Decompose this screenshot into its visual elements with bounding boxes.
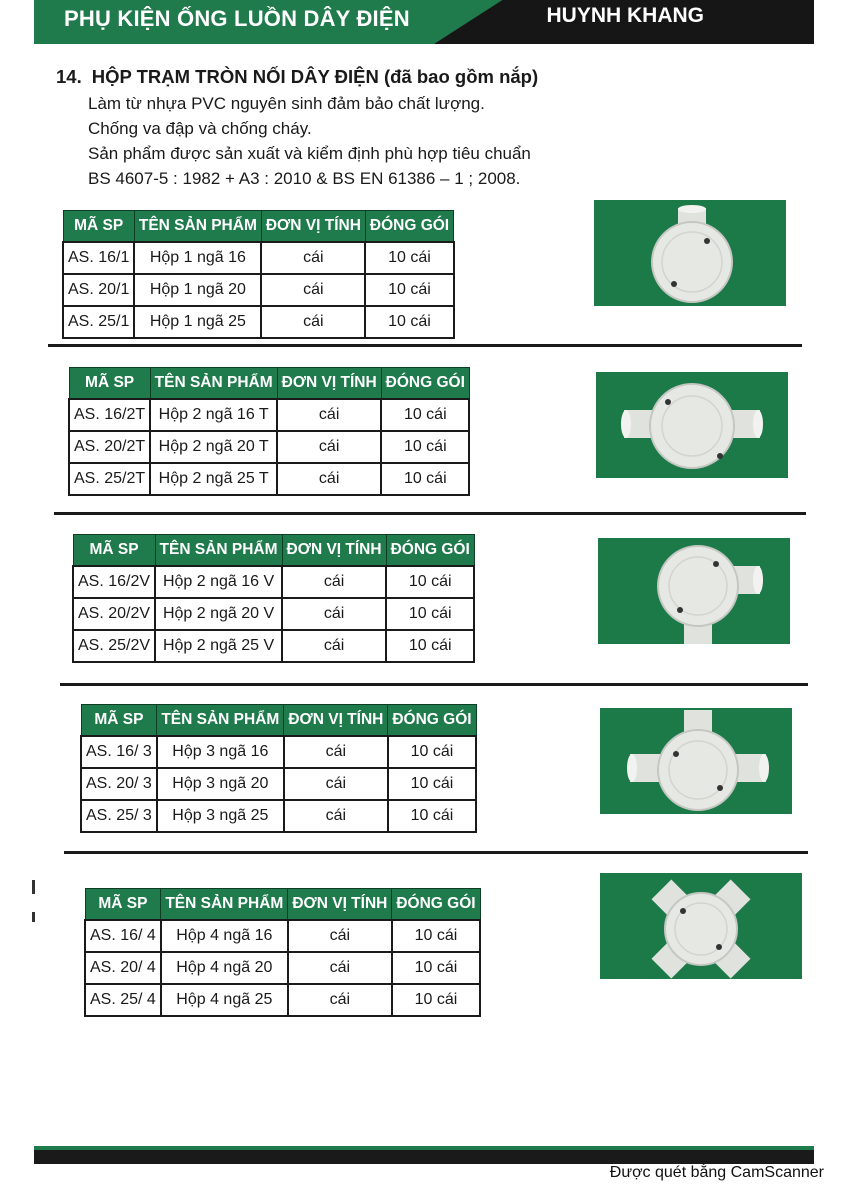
cell-pack: 10 cái [365, 242, 453, 274]
cell-name: Hộp 1 ngã 25 [134, 306, 261, 338]
cell-pack: 10 cái [365, 274, 453, 306]
cell-code: AS. 16/2T [69, 399, 150, 431]
section-number: 14. [56, 66, 82, 87]
column-header-code: MÃ SP [63, 211, 134, 243]
cell-unit: cái [282, 598, 386, 630]
column-header-pack: ĐÓNG GÓI [381, 368, 469, 400]
table-row [63, 242, 454, 274]
cell-pack: 10 cái [392, 920, 480, 952]
cell-unit: cái [282, 566, 386, 598]
intro-block [56, 66, 776, 194]
table-header-row [69, 368, 469, 400]
junction-box-2-way-angle-image [598, 538, 790, 644]
section-title-note: (đã bao gồm nắp) [383, 66, 539, 87]
cell-unit: cái [284, 768, 388, 800]
junction-box-1-way-image [594, 200, 786, 306]
product-photo-3-way-box [600, 708, 792, 814]
page-title: PHỤ KIỆN ỐNG LUỒN DÂY ĐIỆN [64, 6, 410, 31]
cell-unit: cái [288, 952, 392, 984]
cell-code: AS. 20/ 3 [81, 768, 157, 800]
column-header-code: MÃ SP [73, 535, 155, 567]
product-photo-2-way-through-box [596, 372, 788, 478]
column-header-pack: ĐÓNG GÓI [392, 889, 480, 921]
column-header-name: TÊN SẢN PHẨM [157, 705, 284, 737]
cell-pack: 10 cái [388, 800, 476, 832]
cell-name: Hộp 3 ngã 25 [157, 800, 284, 832]
scanner-watermark: Được quét bằng CamScanner [609, 1164, 824, 1181]
table-row [85, 920, 480, 952]
table-row [81, 800, 476, 832]
column-header-unit: ĐƠN VỊ TÍNH [277, 368, 381, 400]
cell-code: AS. 16/2V [73, 566, 155, 598]
cell-name: Hộp 4 ngã 16 [161, 920, 288, 952]
cell-name: Hộp 2 ngã 25 T [150, 463, 277, 495]
cell-name: Hộp 1 ngã 16 [134, 242, 261, 274]
cell-name: Hộp 2 ngã 20 T [150, 431, 277, 463]
junction-box-3-way-image [600, 708, 792, 814]
product-table [80, 704, 477, 833]
column-header-pack: ĐÓNG GÓI [388, 705, 476, 737]
table-row [85, 984, 480, 1016]
cell-code: AS. 20/1 [63, 274, 134, 306]
section-title: HỘP TRẠM TRÒN NỐI DÂY ĐIỆN [91, 66, 379, 87]
cell-unit: cái [284, 800, 388, 832]
column-header-pack: ĐÓNG GÓI [386, 535, 474, 567]
product-photo-2-way-angle-box [598, 538, 790, 644]
cell-code: AS. 25/2T [69, 463, 150, 495]
footer-bar [34, 1150, 814, 1164]
cell-pack: 10 cái [381, 399, 469, 431]
cell-code: AS. 25/ 4 [85, 984, 161, 1016]
product-table [68, 367, 470, 496]
cell-code: AS. 25/ 3 [81, 800, 157, 832]
table-row [73, 598, 474, 630]
cell-unit: cái [282, 630, 386, 662]
column-header-name: TÊN SẢN PHẨM [150, 368, 277, 400]
product-table [72, 534, 475, 663]
column-header-name: TÊN SẢN PHẨM [161, 889, 288, 921]
column-header-unit: ĐƠN VỊ TÍNH [284, 705, 388, 737]
section-heading [56, 66, 776, 88]
cell-name: Hộp 2 ngã 16 V [155, 566, 282, 598]
cell-unit: cái [261, 306, 365, 338]
cell-pack: 10 cái [392, 952, 480, 984]
cell-code: AS. 20/2T [69, 431, 150, 463]
cell-code: AS. 20/2V [73, 598, 155, 630]
product-photo-4-way-box [600, 873, 802, 979]
cell-pack: 10 cái [386, 630, 474, 662]
cell-code: AS. 16/ 4 [85, 920, 161, 952]
cell-pack: 10 cái [386, 566, 474, 598]
cell-code: AS. 20/ 4 [85, 952, 161, 984]
table-header-row [73, 535, 474, 567]
scan-edge-mark [32, 880, 35, 894]
table-header-row [85, 889, 480, 921]
cell-name: Hộp 1 ngã 20 [134, 274, 261, 306]
cell-unit: cái [277, 463, 381, 495]
table-header-row [63, 211, 454, 243]
cell-unit: cái [288, 984, 392, 1016]
table-row [81, 736, 476, 768]
section-divider [64, 851, 808, 854]
cell-name: Hộp 4 ngã 25 [161, 984, 288, 1016]
cell-name: Hộp 3 ngã 20 [157, 768, 284, 800]
table-row [85, 952, 480, 984]
cell-pack: 10 cái [392, 984, 480, 1016]
column-header-code: MÃ SP [85, 889, 161, 921]
cell-pack: 10 cái [381, 431, 469, 463]
cell-unit: cái [277, 399, 381, 431]
intro-line: Làm từ nhựa PVC nguyên sinh đảm bảo chất lượng. [88, 94, 485, 113]
junction-box-4-way-image [600, 873, 802, 979]
page-header [34, 0, 814, 44]
intro-line: Sản phẩm được sản xuất và kiểm định phù hợp tiêu chuẩn [88, 144, 531, 163]
cell-unit: cái [284, 736, 388, 768]
cell-code: AS. 25/1 [63, 306, 134, 338]
table-row [69, 399, 469, 431]
cell-pack: 10 cái [365, 306, 453, 338]
column-header-code: MÃ SP [81, 705, 157, 737]
column-header-code: MÃ SP [69, 368, 150, 400]
cell-pack: 10 cái [381, 463, 469, 495]
product-photo-1-way-box [594, 200, 786, 306]
column-header-unit: ĐƠN VỊ TÍNH [288, 889, 392, 921]
junction-box-2-way-through-image [596, 372, 788, 478]
cell-unit: cái [261, 242, 365, 274]
brand-name: HUYNH KHANG [546, 4, 704, 27]
intro-line: BS 4607-5 : 1982 + A3 : 2010 & BS EN 61386 – 1 ; 2008. [88, 169, 521, 188]
table-row [73, 630, 474, 662]
cell-name: Hộp 2 ngã 25 V [155, 630, 282, 662]
cell-name: Hộp 3 ngã 16 [157, 736, 284, 768]
column-header-name: TÊN SẢN PHẨM [155, 535, 282, 567]
section-divider [60, 683, 808, 686]
intro-line: Chống va đập và chống cháy. [88, 119, 312, 138]
cell-pack: 10 cái [388, 736, 476, 768]
cell-unit: cái [261, 274, 365, 306]
cell-name: Hộp 4 ngã 20 [161, 952, 288, 984]
column-header-name: TÊN SẢN PHẨM [134, 211, 261, 243]
table-row [73, 566, 474, 598]
cell-pack: 10 cái [388, 768, 476, 800]
table-row [63, 306, 454, 338]
column-header-pack: ĐÓNG GÓI [365, 211, 453, 243]
cell-code: AS. 25/2V [73, 630, 155, 662]
cell-code: AS. 16/ 3 [81, 736, 157, 768]
table-row [81, 768, 476, 800]
scan-edge-mark [32, 912, 35, 922]
table-row [63, 274, 454, 306]
cell-pack: 10 cái [386, 598, 474, 630]
cell-code: AS. 16/1 [63, 242, 134, 274]
column-header-unit: ĐƠN VỊ TÍNH [282, 535, 386, 567]
cell-name: Hộp 2 ngã 16 T [150, 399, 277, 431]
product-table [62, 210, 455, 339]
table-header-row [81, 705, 476, 737]
product-table [84, 888, 481, 1017]
section-divider [48, 344, 802, 347]
cell-name: Hộp 2 ngã 20 V [155, 598, 282, 630]
section-divider [54, 512, 806, 515]
table-row [69, 431, 469, 463]
cell-unit: cái [277, 431, 381, 463]
column-header-unit: ĐƠN VỊ TÍNH [261, 211, 365, 243]
table-row [69, 463, 469, 495]
cell-unit: cái [288, 920, 392, 952]
